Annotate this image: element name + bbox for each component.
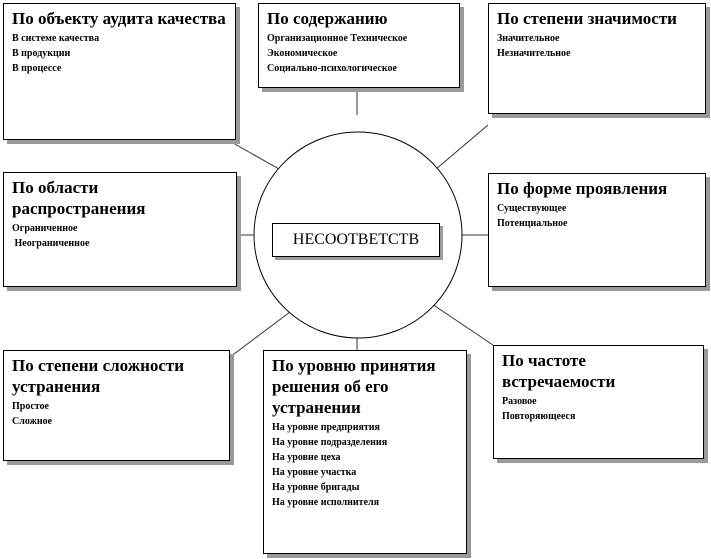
category-item: На уровне подразделения [272, 437, 388, 448]
category-item: На уровне цеха [272, 452, 341, 463]
category-item: Значительное [497, 33, 560, 44]
category-item: Потенциальное [497, 218, 568, 229]
category-complexity [3, 350, 230, 461]
category-item: В системе качества [12, 33, 100, 44]
center-label: НЕСООТВЕТСТВ [272, 223, 440, 257]
category-title: По частоте встречаемости [502, 351, 616, 391]
category-item: На уровне исполнителя [272, 497, 380, 508]
category-decision-level [263, 350, 467, 554]
category-title: По степени сложности устранения [12, 356, 185, 396]
category-item: Повторяющееся [502, 411, 576, 422]
category-item: Разовое [502, 396, 537, 407]
category-item: Простое [12, 401, 49, 412]
category-title: По области распространения [12, 178, 146, 218]
category-title: По форме проявления [497, 179, 668, 198]
category-item: В процессе [12, 63, 62, 74]
category-item: Социально-психологическое [267, 63, 397, 74]
category-item: На уровне бригады [272, 482, 360, 493]
category-item: В продукции [12, 48, 71, 59]
category-scope [3, 172, 237, 287]
category-manifestation [488, 173, 706, 287]
category-audit-object [3, 3, 236, 140]
category-title: По степени значимости [497, 9, 677, 28]
category-item: Незначительное [497, 48, 571, 59]
category-item: На уровне предприятия [272, 422, 380, 433]
category-item: Ограниченное [12, 223, 78, 234]
category-item: На уровне участка [272, 467, 357, 478]
category-title: По содержанию [267, 9, 388, 28]
connector-top-right [429, 125, 488, 175]
category-content [258, 3, 460, 88]
category-item: Организационное Техническое [267, 33, 408, 44]
category-title: По уровню принятия решения об его устранении [272, 356, 436, 417]
category-item: Сложное [12, 416, 53, 427]
category-item: Неограниченное [12, 238, 90, 249]
category-significance [488, 3, 706, 114]
category-title: По объекту аудита качества [12, 9, 226, 28]
connector-bottom-right [429, 302, 493, 345]
category-frequency [493, 345, 704, 459]
category-item: Существующее [497, 203, 567, 214]
category-item: Экономическое [267, 48, 338, 59]
